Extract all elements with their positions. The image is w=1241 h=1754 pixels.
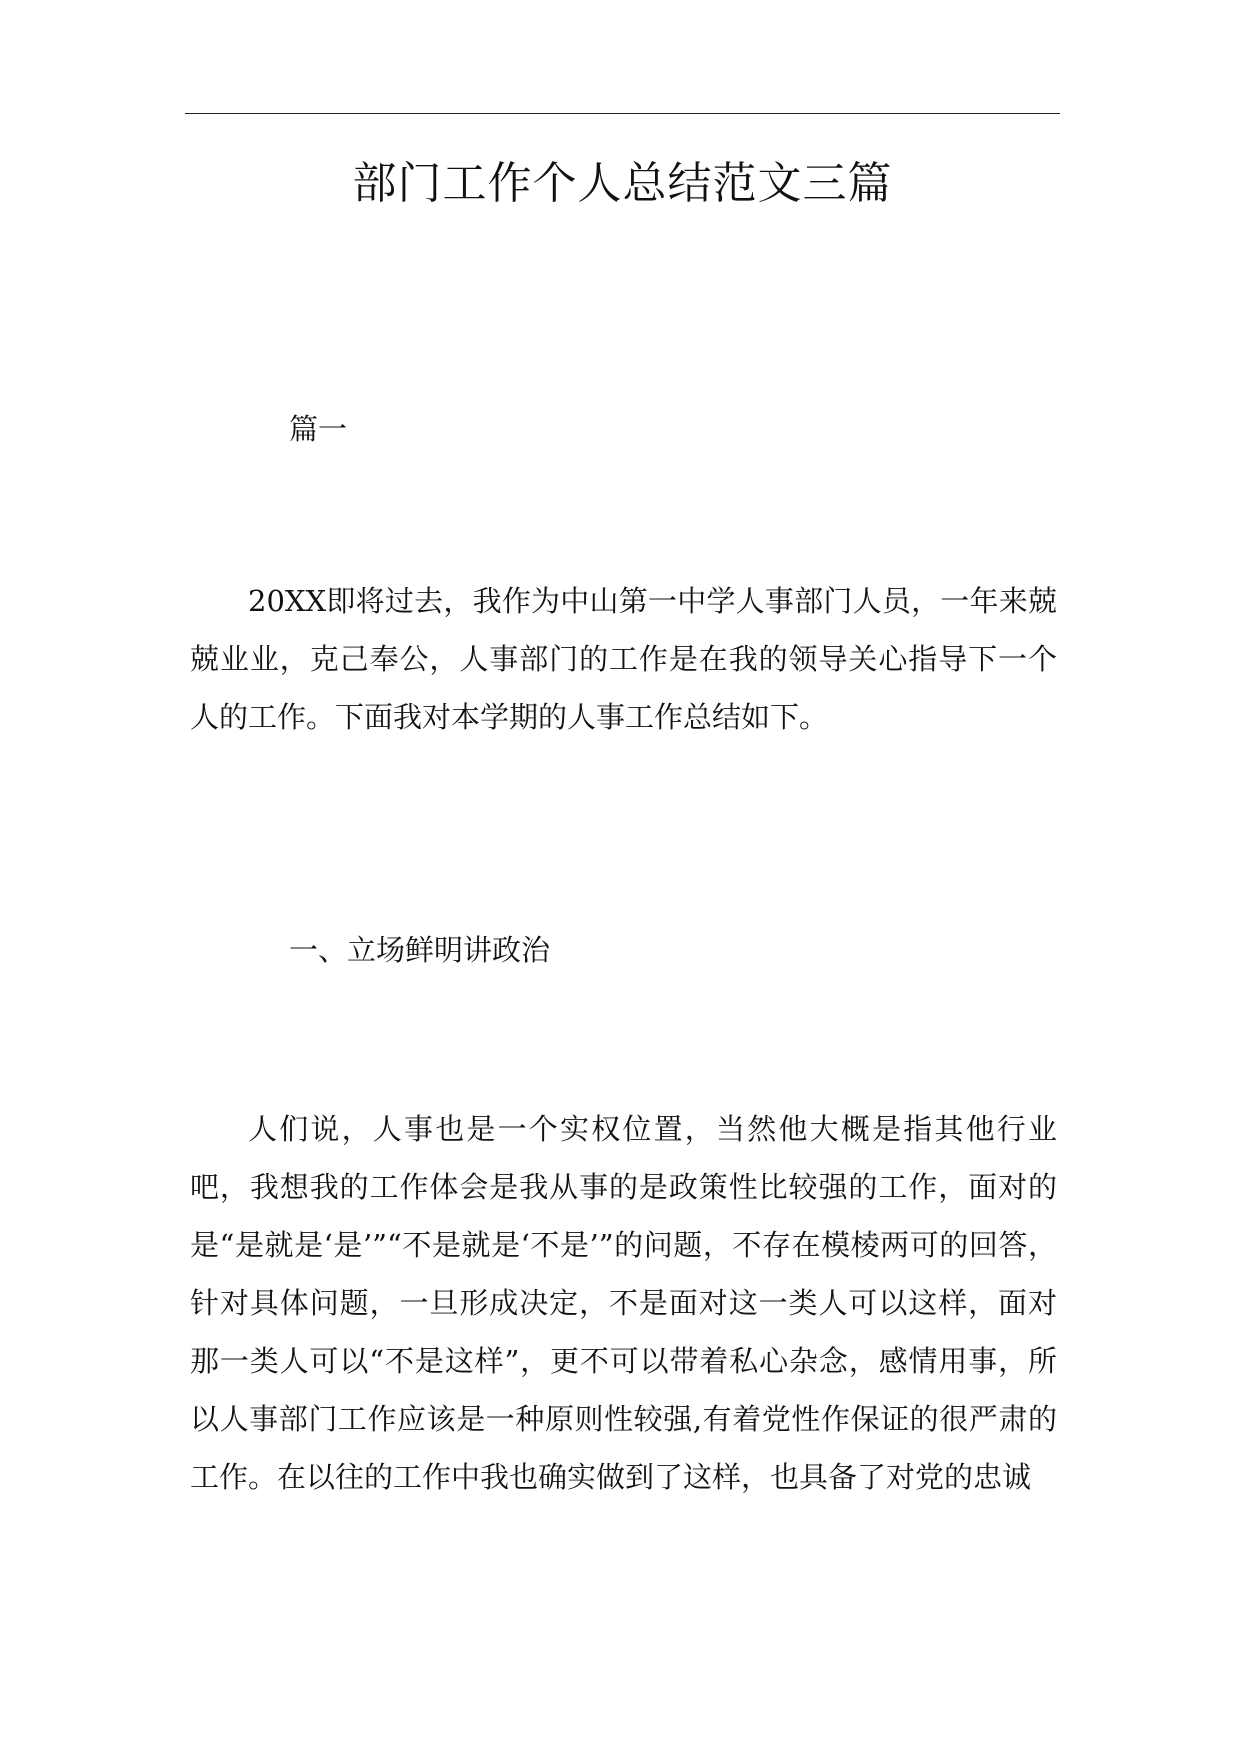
intro-paragraph: 20XX即将过去，我作为中山第一中学人事部门人员，一年来兢兢业业，克己奉公，人事部门的工作是在我的领导关心指导下一个人的工作。下面我对本学期的人事工作总结如下。 bbox=[190, 584, 1057, 734]
subheading: 一、立场鲜明讲政治 bbox=[289, 933, 551, 967]
section-label: 篇一 bbox=[289, 412, 348, 446]
body-paragraph: 人们说，人事也是一个实权位置，当然他大概是指其他行业吧，我想我的工作体会是我从事的是政策性比较强的工作，面对的是“是就是‘是’”“不是就是‘不是’”的问题，不存在模棱两可的回答，针对具体问题，一旦形成决定，不是面对这一类人可以这样，面对那一类人可以“不是这样”，更不可以带着私心杂念，感情用事，所以人事部门工作应该是一种原则性较强,有着党性作保证的很严肃的工作。在以往的工作中我也确实做到了这样，也具备了对党的忠诚 bbox=[190, 1112, 1057, 1494]
document-title: 部门工作个人总结范文三篇 bbox=[352, 158, 893, 209]
header-rule bbox=[185, 113, 1060, 114]
